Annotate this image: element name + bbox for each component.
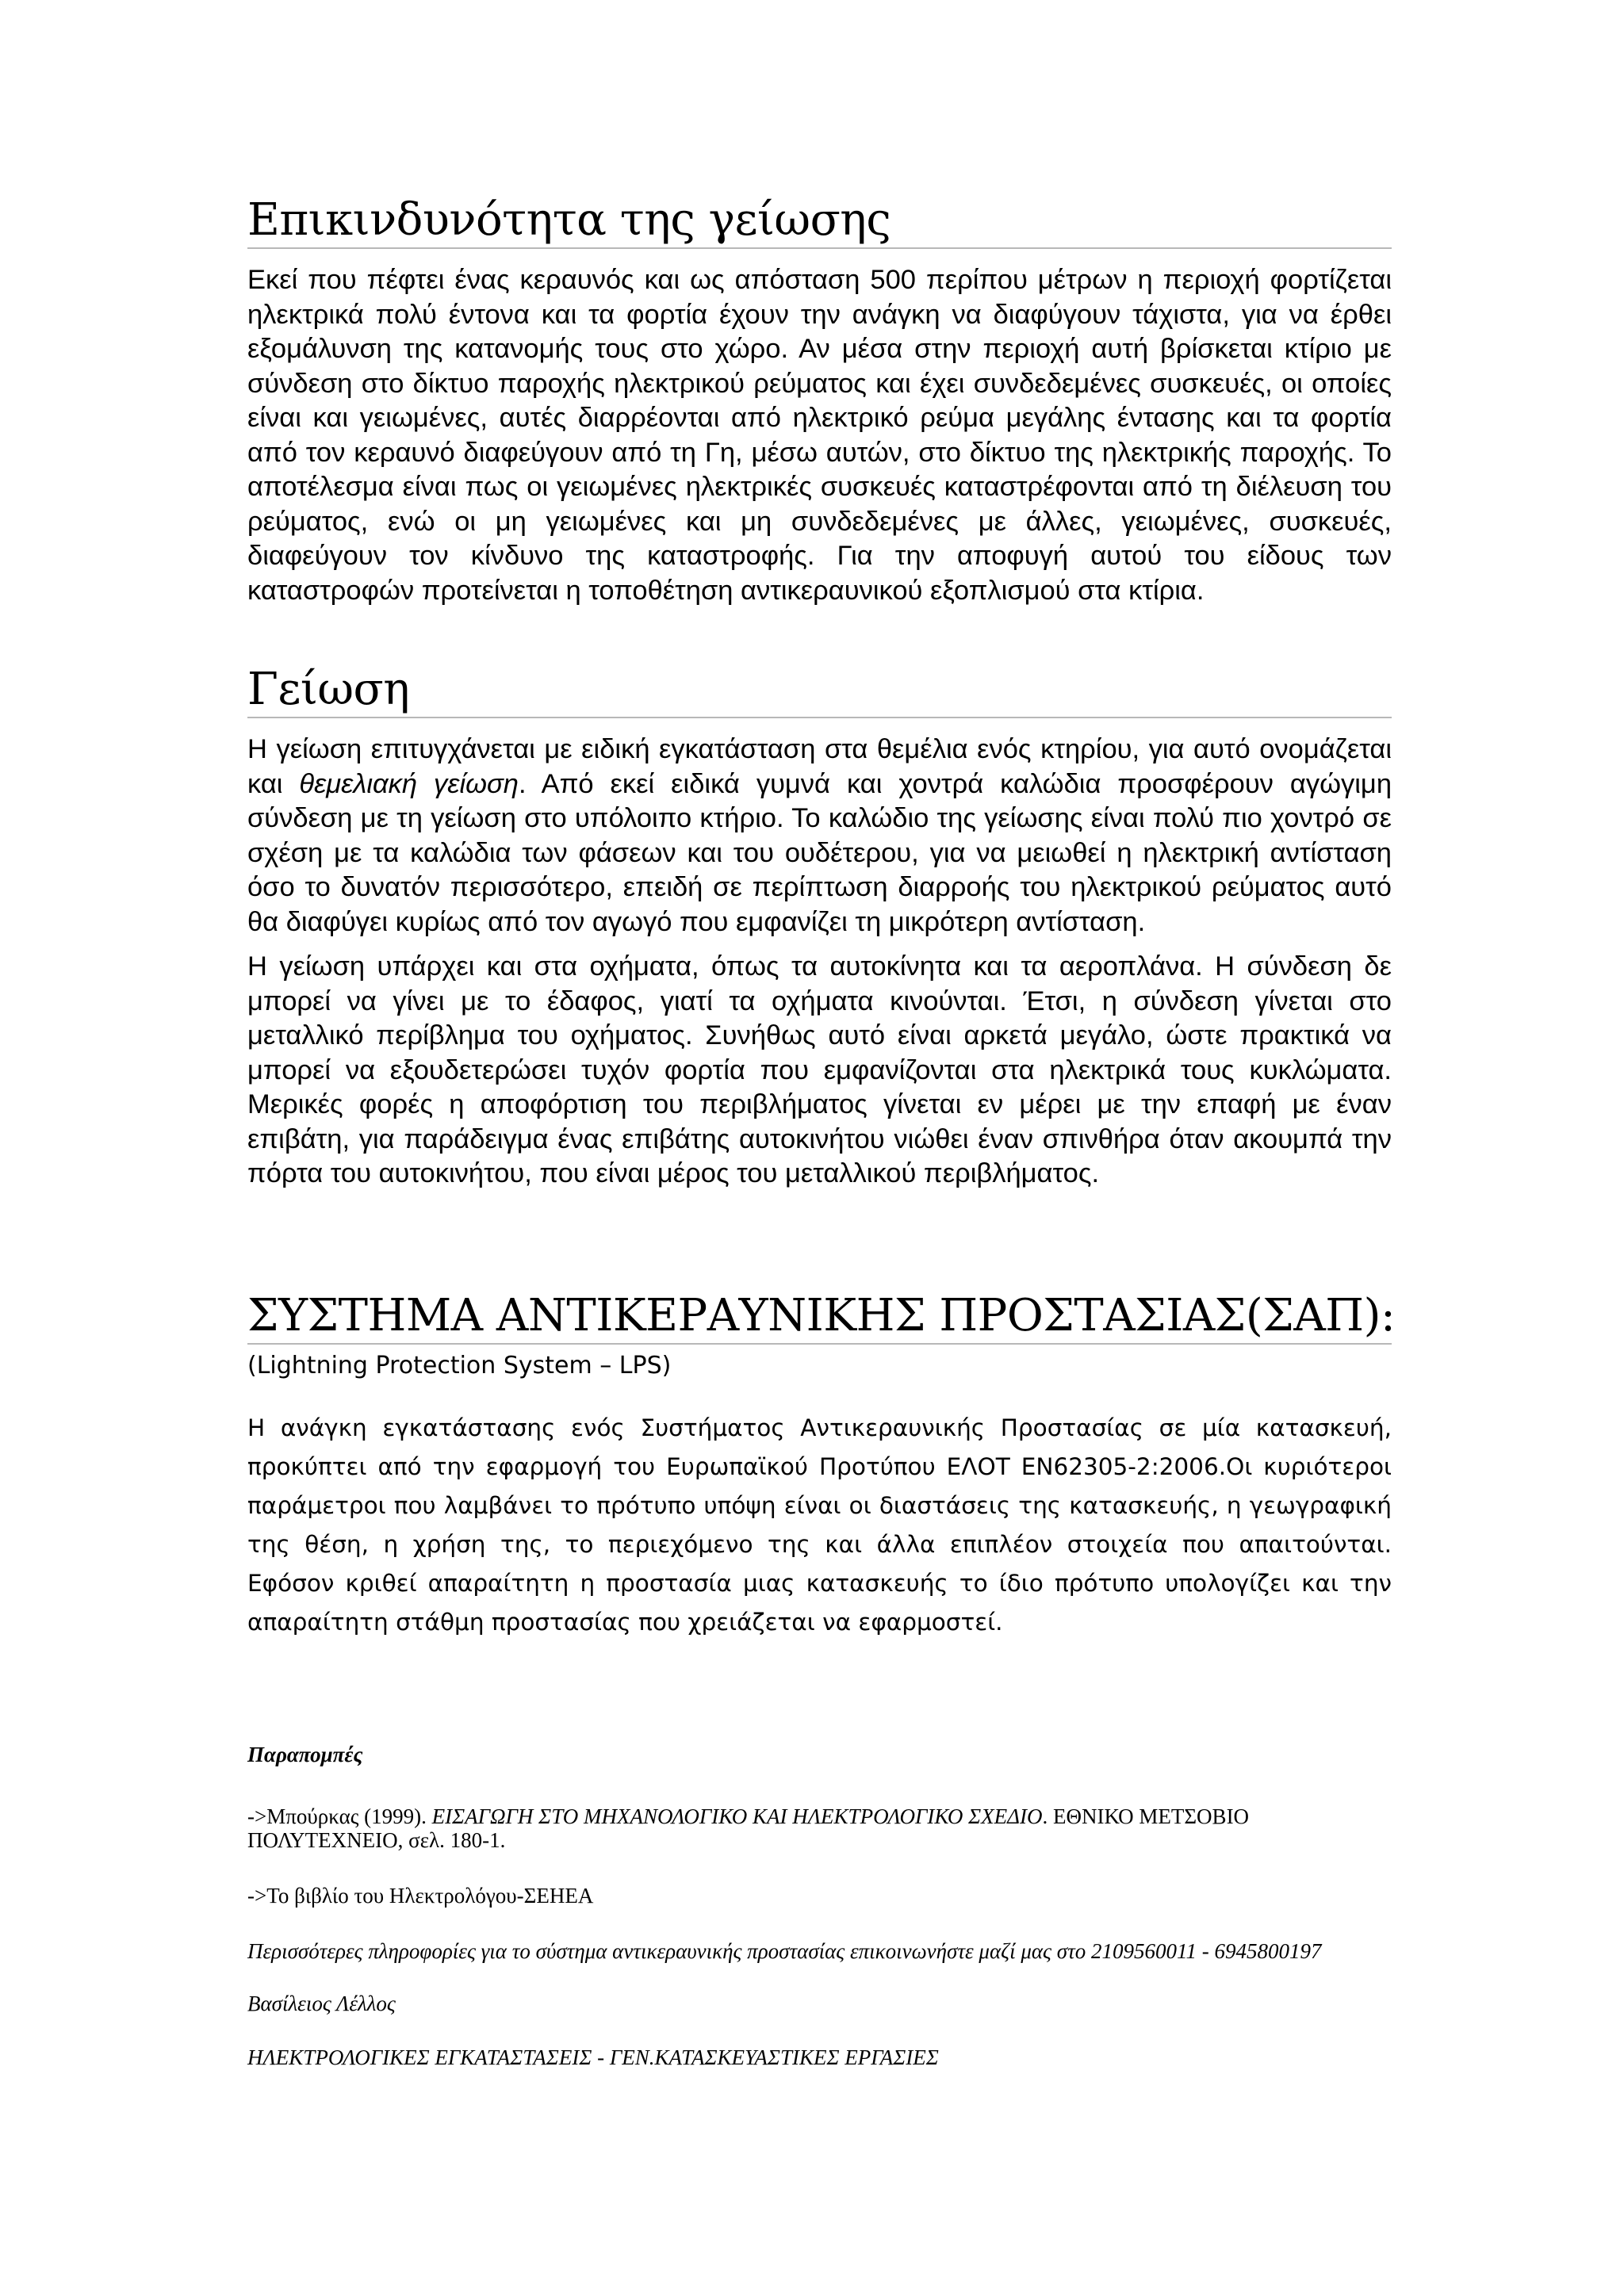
section-ground-danger [247,195,1392,608]
section-heading: Γείωση [247,664,1392,718]
body-paragraph: Η ανάγκη εγκατάστασης ενός Συστήματος Αντικεραυνικής Προστασίας σε μία κατασκευή, προκύπτει από την εφαρμογή του Ευρωπαϊκού Προτύπου ΕΛΟΤ EN62305-2:2006.Οι κυριότεροι παράμετροι που λαμβάνει το πρότυπο υπόψη είναι οι διαστάσεις της κατασκευής, η γεωγραφική της θέση, η χρήση της, το περιεχόμενο της και άλλα επιπλέον στοιχεία που απαιτούνται. Εφόσον κριθεί απαραίτητη η προστασία μιας κατασκευής το ίδιο πρότυπο υπολογίζει και την απαραίτητη στάθμη προστασίας που χρειάζεται να εφαρμοστεί. [247,1414,1392,1636]
section-heading: ΣΥΣΤΗΜΑ ΑΝΤΙΚΕΡΑΥΝΙΚΗΣ ΠΡΟΣΤΑΣΙΑΣ(ΣΑΠ): [247,1291,1392,1345]
references [247,1743,1392,2069]
author-name: Βασίλειος Λέλλος [247,1992,396,2015]
paragraph-text: Η γείωση επιτυγχάνεται με ειδική εγκατάσταση στα θεμέλια ενός κτηρίου, για αυτό ονομάζεται και [247,734,1392,799]
body-paragraph: Η γείωση υπάρχει και στα οχήματα, όπως τα αυτοκίνητα και τα αεροπλάνα. Η σύνδεση δε μπορεί να γίνει με το έδαφος, γιατί τα οχήματα κινούνται. Έτσι, η σύνδεση γίνεται στο μεταλλικό περίβλημα του οχήματος. Συνήθως αυτό είναι αρκετά μεγάλο, ώστε πρακτικά να μπορεί να εξουδετερώσει τυχόν φορτία που εμφανίζονται στα ηλεκτρικά τους κυκλώματα. Μερικές φορές η αποφόρτιση του περιβλήματος γίνεται εν μέρει με την επαφή με έναν επιβάτη, για παράδειγμα ένας επιβάτης αυτοκινήτου νιώθει έναν σπινθήρα όταν ακουμπά την πόρτα του αυτοκινήτου, που είναι μέρος του μεταλλικού περιβλήματος. [247,951,1392,1188]
paragraph-text: . Από εκεί ειδικά γυμνά και χοντρά καλώδια προσφέρουν αγώγιμη σύνδεση με τη γείωση στο υπόλοιπο κτήριο. Το καλώδιο της γείωσης είναι πολύ πιο χοντρό σε σχέση με τα καλώδια των φάσεων και του ουδέτερου, για να μειωθεί η ηλεκτρική αντίσταση όσο το δυνατόν περισσότερο, επειδή σε περίπτωση διαρροής του ηλεκτρικού ρεύματος αυτό θα διαφύγει κυρίως από τον αγωγό που εμφανίζει τη μικρότερη αντίσταση. [247,768,1392,937]
references-title: Παραπομπές [247,1743,363,1766]
reference-item [247,1804,1392,1852]
contact-info: Περισσότερες πληροφορίες για το σύστημα αντικεραυνικής προστασίας επικοινωνήστε μαζί μας στο 2109560011 - 6945800197 [247,1939,1322,1963]
section-subtitle: (Lightning Protection System – LPS) [247,1352,672,1380]
reference-item: ->Το βιβλίο του Ηλεκτρολόγου-ΣΕΗΕΑ [247,1884,594,1908]
emphasis-term: θεμελιακή γείωση [299,768,519,799]
section-grounding [247,664,1392,1192]
body-paragraph [247,733,1392,939]
section-heading: Επικινδυνότητα της γείωσης [247,195,1392,249]
reference-text: ->Μπούρκας (1999). [247,1804,432,1828]
section-lps [247,1290,1396,1642]
reference-text: . ΕΘΝΙΚΟ ΜΕΤΣΟΒΙΟ ΠΟΛΥΤΕΧΝΕΙΟ, σελ. 180-1. [247,1804,1250,1852]
reference-title: ΕΙΣΑΓΩΓΗ ΣΤΟ ΜΗΧΑΝΟΛΟΓΙΚΟ ΚΑΙ ΗΛΕΚΤΡΟΛΟΓΙΚΟ ΣΧΕΔΙΟ [431,1804,1043,1828]
company-name: ΗΛΕΚΤΡΟΛΟΓΙΚΕΣ ΕΓΚΑΤΑΣΤΑΣΕΙΣ - ΓΕΝ.ΚΑΤΑΣΚΕΥΑΣΤΙΚΕΣ ΕΡΓΑΣΙΕΣ [247,2045,939,2069]
body-paragraph: Εκεί που πέφτει ένας κεραυνός και ως απόσταση 500 περίπου μέτρων η περιοχή φορτίζεται ηλεκτρικά πολύ έντονα και τα φορτία έχουν την ανάγκη να διαφύγουν τάχιστα, για να έρθει εξομάλυνση της κατανομής τους στο χώρο. Αν μέσα στην περιοχή αυτή βρίσκεται κτίριο με σύνδεση στο δίκτυο παροχής ηλεκτρικού ρεύματος και έχει συνδεδεμένες συσκευές, οι οποίες είναι και γειωμένες, αυτές διαρρέονται από ηλεκτρικό ρεύμα μεγάλης έντασης και τα φορτία από τον κεραυνό διαφεύγουν από τη Γη, μέσω αυτών, στο δίκτυο της ηλεκτρικής παροχής. Το αποτέλεσμα είναι πως οι γειωμένες ηλεκτρικές συσκευές καταστρέφονται από τη διέλευση του ρεύματος, ενώ οι μη γειωμένες και μη συνδεδεμένες με άλλες, γειωμένες, συσκευές, διαφεύγουν τον κίνδυνο της καταστροφής. Για την αποφυγή αυτού του είδους των καταστροφών προτείνεται η τοποθέτηση αντικεραυνικού εξοπλισμού στα κτίρια. [247,265,1392,606]
